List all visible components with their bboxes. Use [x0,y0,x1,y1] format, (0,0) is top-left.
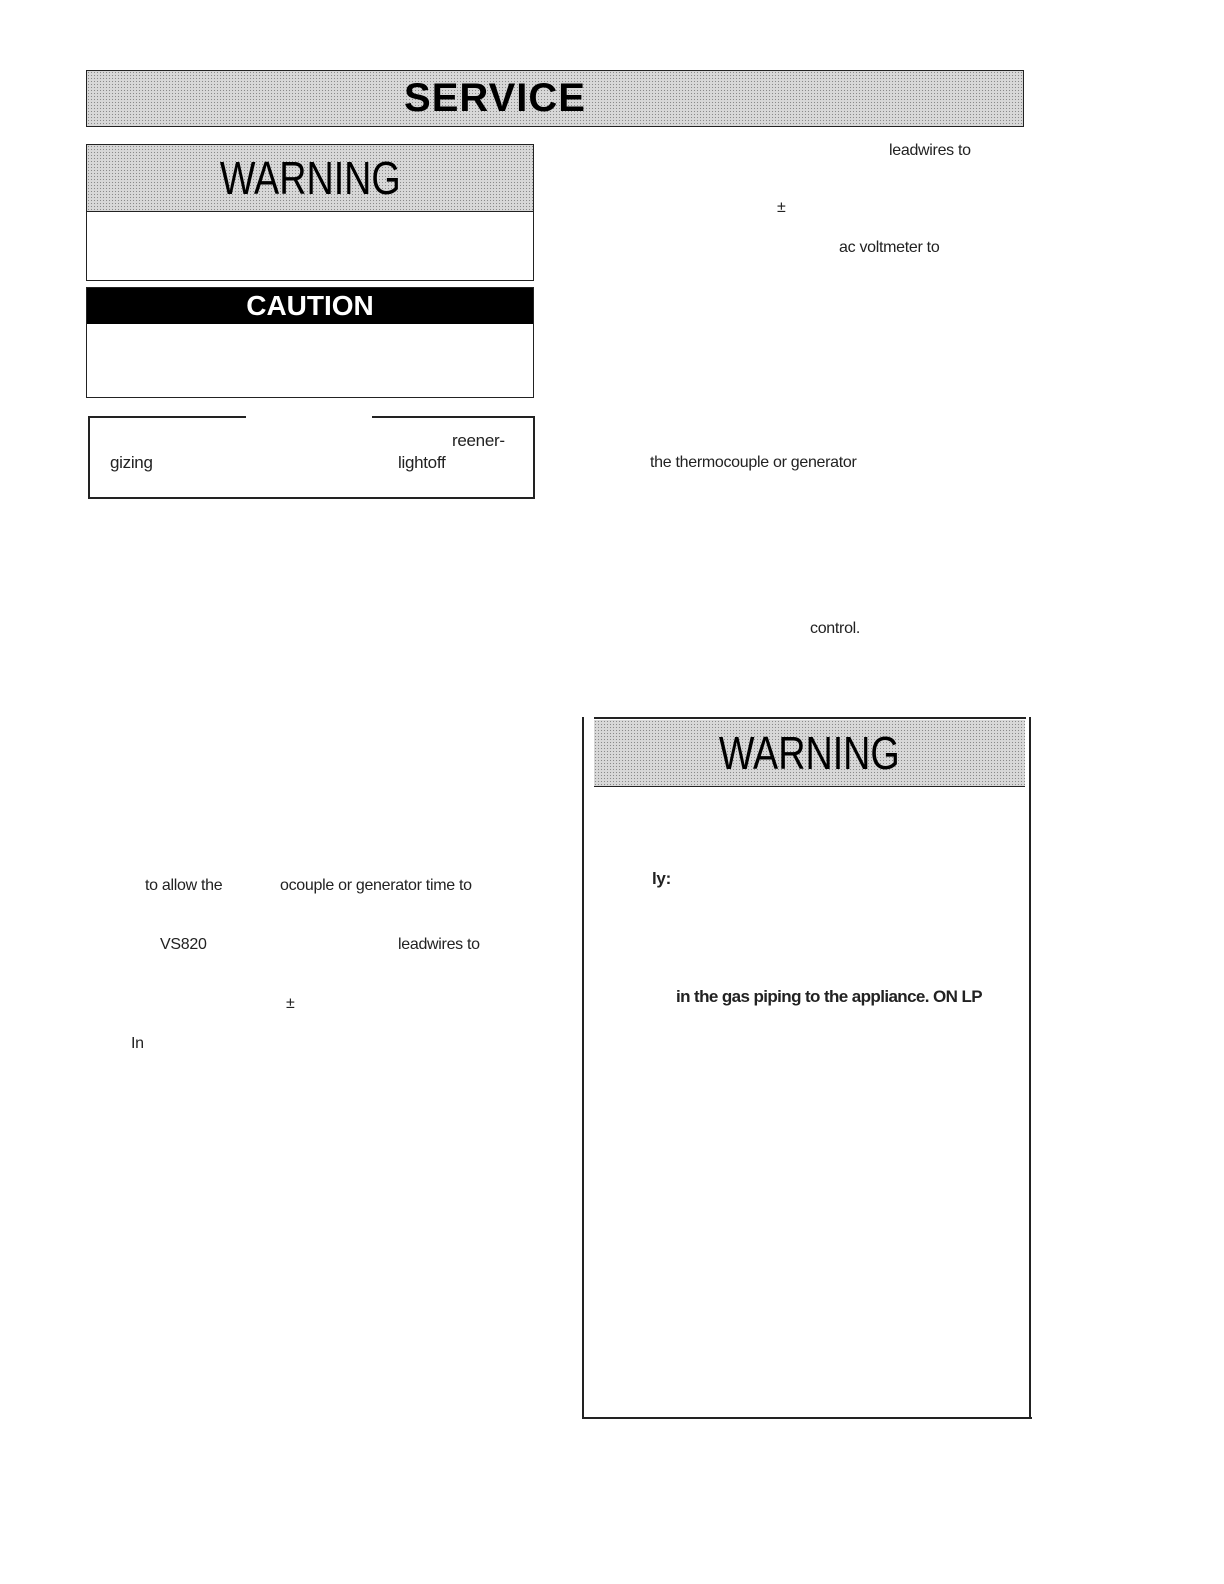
body-text-fragment: the thermocouple or generator [650,454,857,471]
body-text-fragment: to allow the [145,877,223,894]
page-title: SERVICE [404,76,586,120]
note-box-right-border [533,416,535,499]
warning-header [87,145,533,212]
note-text-fragment: gizing [110,453,153,472]
note-box-top-border-right [372,416,535,418]
caution-box [86,287,534,398]
warning-box-right [582,717,1032,1419]
plus-minus-symbol: ± [777,199,786,216]
note-box-bottom-border [88,497,535,499]
body-text-fragment: control. [810,620,861,637]
body-text-fragment: VS820 [160,936,207,953]
warning-box-top-border [594,717,1026,719]
warning-box-right-border [1029,717,1031,1419]
note-box-top-border-left [88,416,246,418]
warning-text-fragment: ly: [652,869,671,888]
caution-label: CAUTION [246,290,374,321]
note-box [88,416,535,499]
warning-box-left [86,144,534,281]
warning-box-bottom-border [582,1417,1032,1419]
body-text-fragment: ac voltmeter to [839,239,940,256]
warning-label: WARNING [719,727,900,779]
caution-header [87,288,533,324]
body-text-fragment: ocouple or generator time to [280,877,472,894]
service-header-banner [86,70,1024,127]
warning-text-fragment: in the gas piping to the appliance. ON LP [676,987,982,1006]
warning-box-left-border [582,717,584,1419]
warning-label: WARNING [219,152,401,204]
warning-header [594,720,1025,787]
body-text-fragment: leadwires to [398,936,480,953]
body-text-fragment: leadwires to [889,142,971,159]
note-text-fragment: reener- [452,431,505,450]
note-text-fragment: lightoff [398,453,446,472]
plus-minus-symbol: ± [286,995,295,1012]
body-text-fragment: In [131,1035,144,1052]
note-box-left-border [88,416,90,499]
